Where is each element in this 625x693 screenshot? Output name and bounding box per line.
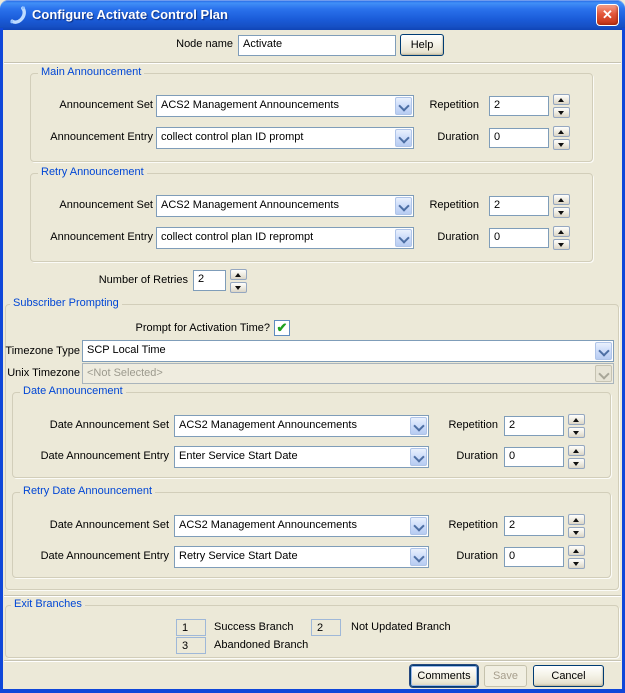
date-announcement-entry-label: Date Announcement Entry <box>40 450 169 462</box>
group-legend: Retry Date Announcement <box>20 485 155 497</box>
phone-icon <box>9 6 27 24</box>
prompt-for-activation-time-label: Prompt for Activation Time? <box>135 322 270 334</box>
announcement-entry-label: Announcement Entry <box>50 231 153 243</box>
repetition-label: Repetition <box>448 419 498 431</box>
close-icon[interactable]: ✕ <box>596 4 619 26</box>
spin-down-button[interactable] <box>553 239 570 250</box>
date-announcement-set-label: Date Announcement Set <box>49 519 169 531</box>
branch-number-box: 2 <box>311 619 341 636</box>
separator <box>4 595 621 597</box>
selected-value: Enter Service Start Date <box>179 450 298 462</box>
window-title: Configure Activate Control Plan <box>32 7 228 22</box>
spin-up-button[interactable] <box>568 445 585 456</box>
timezone-type-select[interactable] <box>82 340 614 362</box>
help-button[interactable]: Help <box>400 34 444 56</box>
duration-label: Duration <box>456 550 498 562</box>
timezone-type-label: Timezone Type <box>5 345 80 357</box>
save-button: Save <box>484 665 527 687</box>
selected-value: ACS2 Management Announcements <box>179 419 357 431</box>
spin-up-button[interactable] <box>568 414 585 425</box>
branch-number-box: 3 <box>176 637 206 654</box>
spin-up-button[interactable] <box>553 94 570 105</box>
duration-stepper <box>568 445 585 469</box>
node-name-input[interactable]: Activate <box>238 35 396 56</box>
group-legend: Exit Branches <box>11 598 85 610</box>
number-of-retries-label: Number of Retries <box>98 274 188 286</box>
repetition-input[interactable]: 2 <box>489 96 549 116</box>
duration-input[interactable]: 0 <box>504 547 564 567</box>
group-legend: Subscriber Prompting <box>10 297 122 309</box>
main-announcement-group <box>30 66 593 162</box>
unix-timezone-select <box>82 363 614 384</box>
window-border-left <box>0 28 3 693</box>
exit-branches-group <box>5 598 619 658</box>
spin-down-button[interactable] <box>553 139 570 150</box>
chevron-down-icon[interactable] <box>595 342 612 360</box>
separator <box>4 62 621 64</box>
duration-stepper <box>553 126 570 150</box>
announcement-set-label: Announcement Set <box>59 99 153 111</box>
retry-announcement-group <box>30 166 593 262</box>
selected-value: ACS2 Management Announcements <box>161 199 339 211</box>
branch-label: Success Branch <box>214 621 294 633</box>
spin-down-button[interactable] <box>568 558 585 569</box>
repetition-input[interactable]: 2 <box>504 416 564 436</box>
separator <box>4 660 621 662</box>
title-bar <box>0 0 625 30</box>
selected-value: SCP Local Time <box>87 344 166 356</box>
spin-up-button[interactable] <box>553 126 570 137</box>
duration-label: Duration <box>456 450 498 462</box>
date-announcement-set-label: Date Announcement Set <box>49 419 169 431</box>
unix-timezone-label: Unix Timezone <box>7 367 80 379</box>
date-announcement-group <box>12 385 611 478</box>
spin-down-button[interactable] <box>568 427 585 438</box>
branch-number-box: 1 <box>176 619 206 636</box>
spin-down-button[interactable] <box>568 527 585 538</box>
spin-down-button[interactable] <box>568 458 585 469</box>
spin-up-button[interactable] <box>553 226 570 237</box>
selected-value: collect control plan ID reprompt <box>161 231 314 243</box>
spin-up-button[interactable] <box>230 269 247 280</box>
selected-value: <Not Selected> <box>87 367 163 379</box>
branch-label: Abandoned Branch <box>214 639 309 651</box>
selected-value: collect control plan ID prompt <box>161 131 304 143</box>
duration-input[interactable]: 0 <box>504 447 564 467</box>
repetition-label: Repetition <box>429 99 479 111</box>
spin-up-button[interactable] <box>568 545 585 556</box>
duration-stepper <box>553 226 570 250</box>
retries-stepper <box>230 269 247 293</box>
selected-value: ACS2 Management Announcements <box>179 519 357 531</box>
cancel-button[interactable]: Cancel <box>533 665 604 687</box>
repetition-stepper <box>568 514 585 538</box>
repetition-label: Repetition <box>429 199 479 211</box>
window-border-bottom <box>0 689 625 693</box>
selected-value: ACS2 Management Announcements <box>161 99 339 111</box>
spin-up-button[interactable] <box>568 514 585 525</box>
selected-value: Retry Service Start Date <box>179 550 298 562</box>
comments-button[interactable]: Comments <box>410 665 478 687</box>
repetition-label: Repetition <box>448 519 498 531</box>
announcement-set-label: Announcement Set <box>59 199 153 211</box>
chevron-down-icon <box>595 365 612 382</box>
duration-stepper <box>568 545 585 569</box>
spin-down-button[interactable] <box>230 282 247 293</box>
repetition-input[interactable]: 2 <box>489 196 549 216</box>
duration-label: Duration <box>437 231 479 243</box>
repetition-stepper <box>568 414 585 438</box>
spin-up-button[interactable] <box>553 194 570 205</box>
duration-input[interactable]: 0 <box>489 228 549 248</box>
announcement-entry-label: Announcement Entry <box>50 131 153 143</box>
repetition-stepper <box>553 94 570 118</box>
group-legend: Date Announcement <box>20 385 126 397</box>
repetition-stepper <box>553 194 570 218</box>
branch-label: Not Updated Branch <box>351 621 451 633</box>
retry-date-announcement-group <box>12 485 611 578</box>
group-legend: Retry Announcement <box>38 166 147 178</box>
group-legend: Main Announcement <box>38 66 144 78</box>
number-of-retries-input[interactable]: 2 <box>193 270 226 291</box>
duration-label: Duration <box>437 131 479 143</box>
node-name-label: Node name <box>176 38 233 50</box>
spin-down-button[interactable] <box>553 207 570 218</box>
duration-input[interactable]: 0 <box>489 128 549 148</box>
spin-down-button[interactable] <box>553 107 570 118</box>
repetition-input[interactable]: 2 <box>504 516 564 536</box>
prompt-for-activation-time-checkbox[interactable]: ✔ <box>274 320 290 336</box>
date-announcement-entry-label: Date Announcement Entry <box>40 550 169 562</box>
